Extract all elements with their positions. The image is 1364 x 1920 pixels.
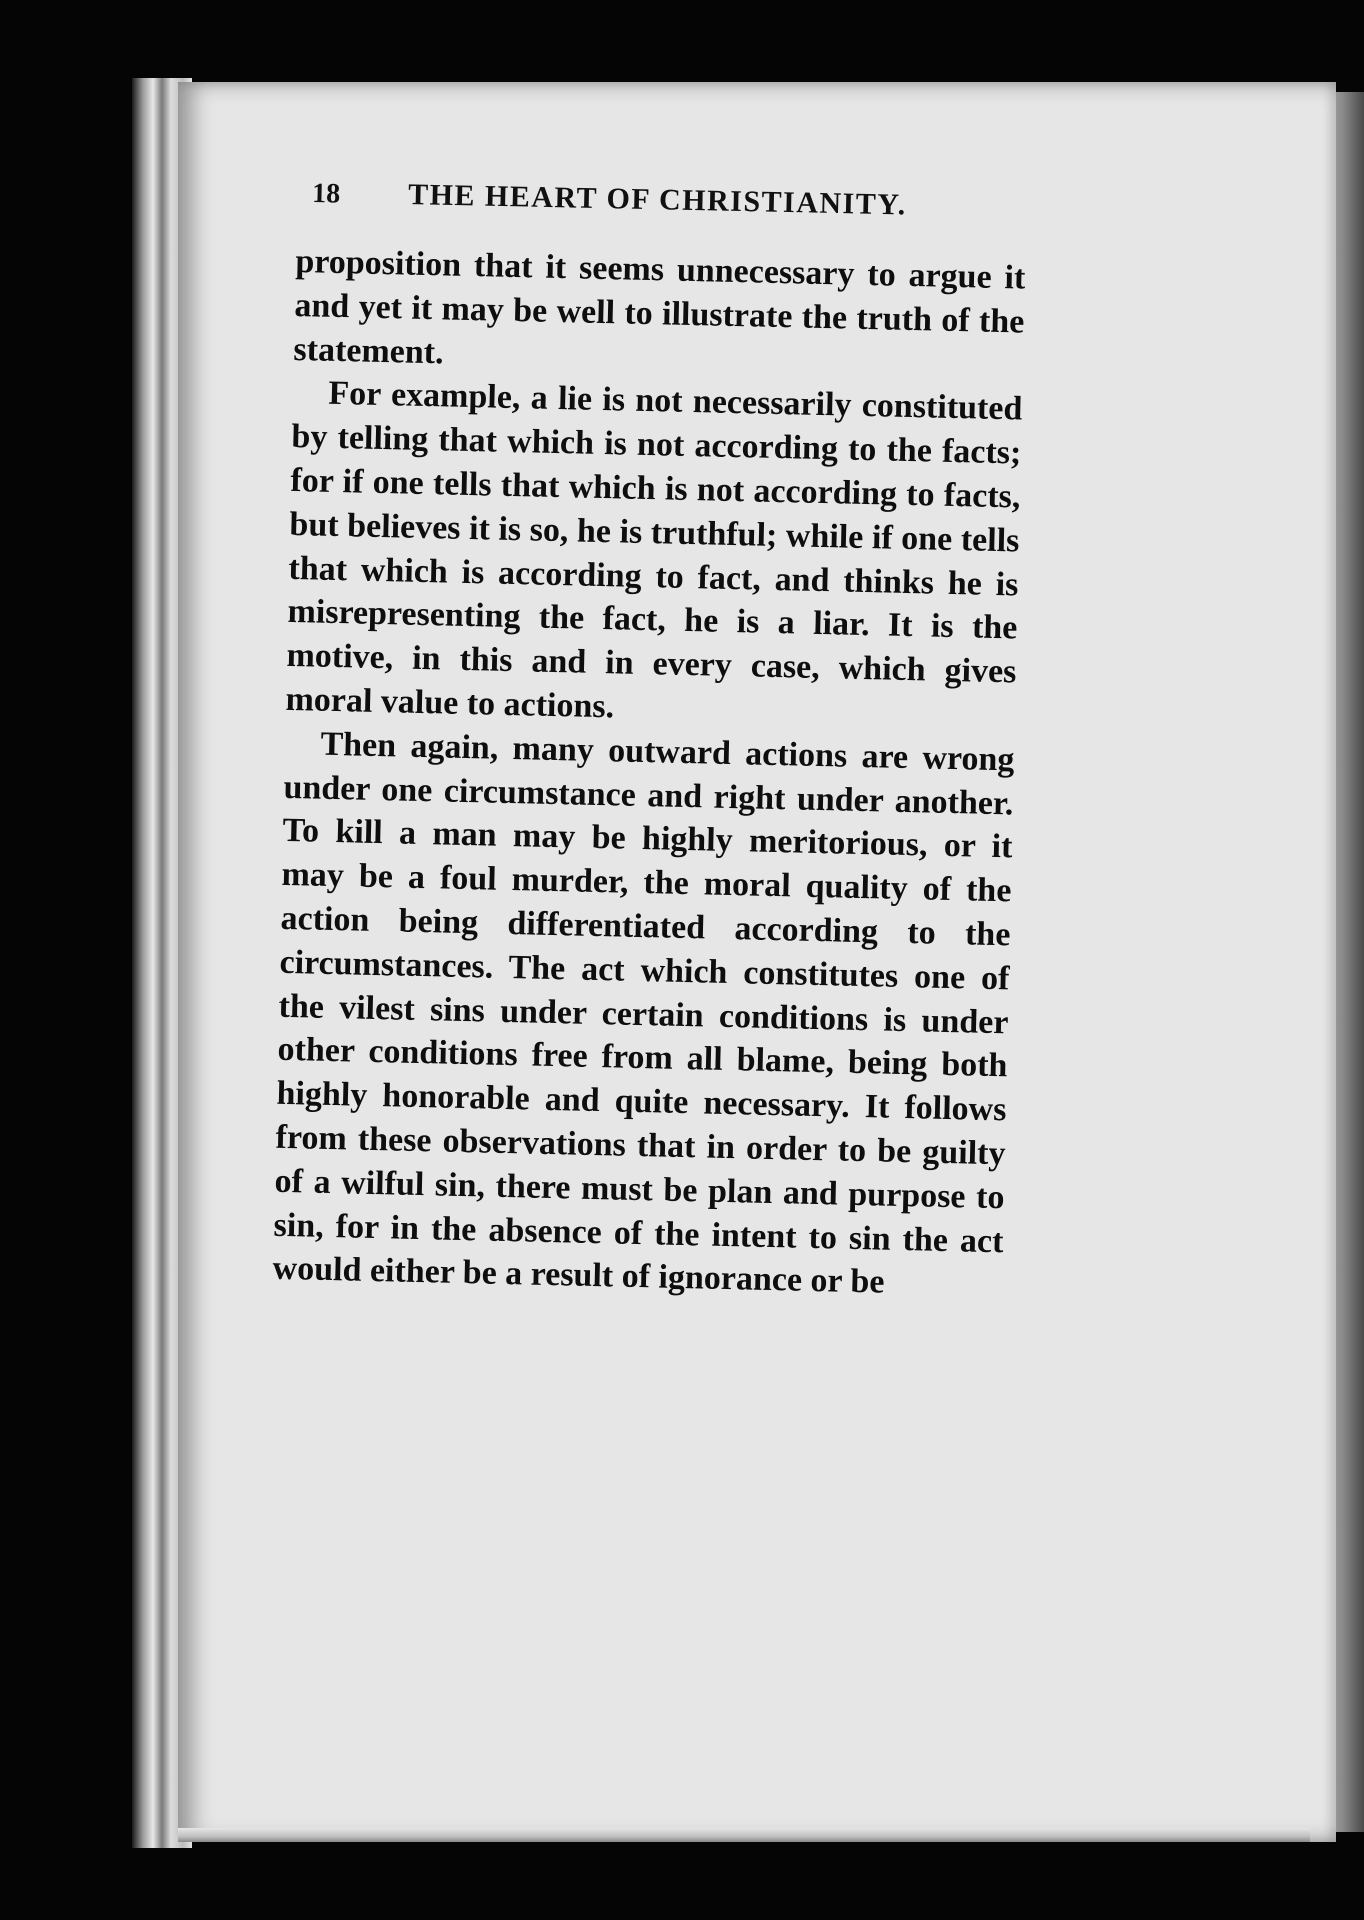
running-title: THE HEART OF CHRISTIANITY. xyxy=(407,178,908,222)
page-body xyxy=(272,240,1026,1307)
paragraph-outward-actions: Then again, many outward actions are wrong under one circumstance and right under another. To kill a man may be highly meritorious, or it may be a foul murder, the moral quality of the action being differentiated according to the circumstances. The act which constitutes one of the vilest sins under certain conditions is under other conditions free from all blame, being both highly honorable and quite necessary. It follows from these observations that in order to be guilty of a wilful sin, there must be plan and purpose to sin, for in the absence of the intent to sin the act would either be a result of ignorance or be xyxy=(272,725,1015,1301)
paragraph-lie-example: For example, a lie is not necessarily constituted by telling that which is not according to the facts; for if one tells that which is not according to facts, but believes it is so, he is truthful; while if one tells that which is according to fact, and thinks he is misrepresenting the fact, he is a liar. It is the motive, in this and in every case, which gives moral value to actions. xyxy=(285,375,1023,726)
book-page-edge-bottom xyxy=(178,1828,1310,1842)
paragraph-continued: proposition that it seems unnecessary to argue it and yet it may be well to illustrate the truth of the statement. xyxy=(293,242,1026,371)
page-number: 18 xyxy=(311,178,341,210)
